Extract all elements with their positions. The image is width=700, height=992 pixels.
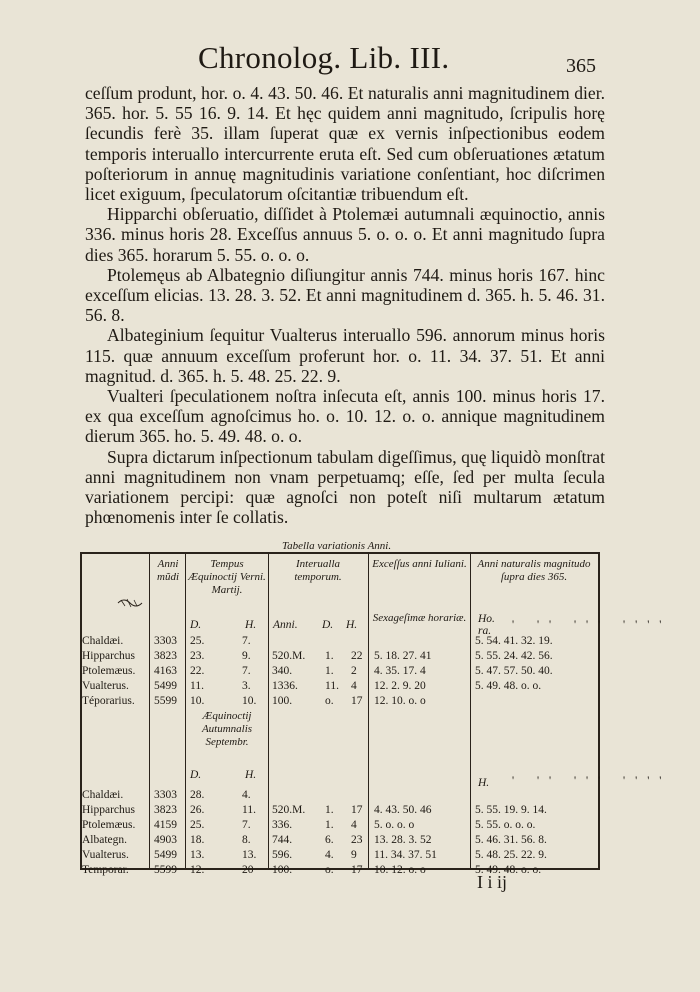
subhdr-anni: Anni. [273,619,298,631]
table-cell-int-d: 1. [325,650,334,662]
table-cell-anni: 520.M. [272,804,306,816]
table-cell-d: 25. [190,819,205,831]
table-cell-anni: 744. [272,834,293,846]
table-cell-int-d: 4. [325,849,334,861]
table-cell-anni: 100. [272,695,293,707]
table-caption: Tabella variationis Anni. [282,540,392,552]
table-cell-anni: 1336. [272,680,298,692]
paragraph: Hipparchi obſeruatio, diſſidet à Ptolemæi autumnali æquinoctio, annis 336. minus horis 28. Exceſſus annuus 5. o. o. o. Et anni magnitudo ſupra dies 365. horarum 5. 55. o. o. o. [85,204,605,265]
table-cell-exc: 4. 43. 50. 46 [374,804,432,816]
table-cell-int-h: 17 [351,804,363,816]
paragraph: ceſſum produnt, hor. o. 4. 43. 50. 46. Et naturalis anni magnitudinem dier. 365. hor. 5. 55 16. 9. 14. Et hęc quidem anni magnitudo, ſcripulis horę ſecundis ferè 35. illam ſuperat quæ ex vernis inſpectionibus eodem temporis interuallo intercurrente eruta eſt. Sed cum obſeruationes ætatum poſteriorum in annuę magnitudinis variatione conſentiant, hoc diſcrimen licet exiguum, ſpeculatorum oſcitantiæ tribuendum eſt. [85,83,605,205]
table-cell-int-d: 1. [325,819,334,831]
table-cell-nat: 5. 49. 48. o. o. [475,680,542,692]
table-cell-anni: 100. [272,864,293,876]
table-cell-exc: 5. o. o. o [374,819,415,831]
table-cell-year: 4163 [154,665,177,677]
table-cell-h: 9. [242,650,251,662]
table-cell-name: Temporar. [82,864,129,876]
table-cell-int-d: 6. [325,834,334,846]
table-cell-h: 3. [242,680,251,692]
paragraph: Supra dictarum inſpectionum tabulam digeſſimus, quę liquidò monſtrat anni magnitudinem non vnam perpetuamq; eſſe, ſed per multa ſecula variationem percipi: quæ agnoſci non poteſt niſi multarum ætatum phœnomenis inter ſe collatis. [85,446,605,528]
table-cell-h: 7. [242,665,251,677]
table-cell-year: 5599 [154,695,177,707]
table-cell-name: Ptolemæus. [82,665,136,677]
table-cell-int-h: 23 [351,834,363,846]
table-cell-year: 4903 [154,834,177,846]
table-cell-int-h: 2 [351,665,357,677]
table-cell-nat: 5. 46. 31. 56. 8. [475,834,547,846]
table-cell-int-d: 1. [325,665,334,677]
table-cell-year: 3823 [154,804,177,816]
table-cell-int-d: 11. [325,680,339,692]
subhdr-d: D. [190,619,202,631]
subhdr-marks: ' '' ''' '''' [512,619,672,631]
table-cell-nat: 5. 55. 19. 9. 14. [475,804,547,816]
table-cell-d: 23. [190,650,205,662]
table-cell-d: 26. [190,804,205,816]
table-vrule [368,552,369,870]
subhdr-sexagesimae: Sexageſimæ horariæ. [372,612,467,624]
table-cell-h: 11. [242,804,256,816]
table-cell-d: 10. [190,695,205,707]
subhdr-ra: ra. [478,625,492,637]
table-cell-exc: 13. 28. 3. 52 [374,834,432,846]
table-cell-exc: 12. 10. o. o [374,695,426,707]
table-vrule [470,552,471,870]
table-cell-name: Vualterus. [82,680,129,692]
table-cell-d: 25. [190,635,205,647]
table-cell-exc: 4. 35. 17. 4 [374,665,426,677]
paragraph: Albateginium ſequitur Vualterus interuallo 596. annorum minus horis 115. quæ annuum exceſſum proferunt hor. o. 11. 34. 37. 51. Et anni magnitud. d. 365. h. 5. 48. 25. 22. 9. [85,325,605,386]
table-cell-name: Hipparchus [82,804,136,816]
table-cell-name: Vualterus. [82,849,129,861]
table-cell-nat: 5. 55. o. o. o. [475,819,536,831]
table-vrule [185,552,186,870]
subhdr-d: D. [190,769,202,781]
table-cell-anni: 340. [272,665,293,677]
table-cell-exc: 10. 12. o. o [374,864,426,876]
table-cell-name: Ptolemæus. [82,819,136,831]
table-cell-exc: 5. 18. 27. 41 [374,650,432,662]
table-cell-name: Chaldæi. [82,789,124,801]
header-interualla: Interualla temporum. [294,558,342,583]
table-cell-h: 13. [242,849,257,861]
running-head: Chronolog. Lib. III. [198,40,450,75]
ornament-icon [117,595,143,611]
table-cell-d: 13. [190,849,205,861]
table-cell-name: Chaldæi. [82,635,124,647]
table-cell-nat: 5. 47. 57. 50. 40. [475,665,553,677]
subhdr-ho: H. [478,777,490,789]
table-cell-int-d: o. [325,864,334,876]
table-cell-exc: 11. 34. 37. 51 [374,849,437,861]
table-cell-d: 11. [190,680,204,692]
table-cell-int-h: 4 [351,819,357,831]
table-cell-int-h: 17 [351,864,363,876]
table-cell-year: 5499 [154,680,177,692]
table-vrule [268,552,269,870]
table-cell-d: 28. [190,789,205,801]
table-cell-anni: 596. [272,849,293,861]
subhdr-autumn: Æquinoctij Autumnalis Septembr. [201,710,253,748]
table-vrule [149,552,150,870]
table-cell-year: 5499 [154,849,177,861]
table-cell-nat: 5. 55. 24. 42. 56. [475,650,553,662]
paragraph: Vualteri ſpeculationem noſtra inſecuta eſt, annis 100. minus horis 17. ex qua exceſſum agnoſcimus ho. o. 10. 12. o. o. annique magnitudinem dierum 365. ho. 5. 49. 48. o. o. [85,386,605,447]
table-cell-nat: 5. 49. 48. o. o. [475,864,542,876]
table-cell-exc: 12. 2. 9. 20 [374,680,426,692]
table-cell-int-h: 4 [351,680,357,692]
table-cell-h: 7. [242,819,251,831]
table-cell-int-h: 9 [351,849,357,861]
table-cell-anni: 520.M. [272,650,306,662]
subhdr-marks: ' '' ''' '''' [512,775,672,787]
table-cell-anni: 336. [272,819,293,831]
table-cell-d: 18. [190,834,205,846]
table-cell-year: 3823 [154,650,177,662]
table-cell-d: 12. [190,864,205,876]
subhdr-h: H. [245,619,257,631]
table-cell-h: 4. [242,789,251,801]
table-cell-h: 7. [242,635,251,647]
table-rule-top [80,552,600,554]
table-cell-year: 3303 [154,789,177,801]
table-cell-nat: 5. 54. 41. 32. 19. [475,635,553,647]
header-anni-mundi: Anni mũdi [157,558,179,583]
table-cell-year: 5599 [154,864,177,876]
table-cell-name: Hipparchus [82,650,136,662]
header-tempus: Tempus Æquinoctij Verni. Martij. [188,558,266,596]
header-excessus: Exceſſus anni Iuliani. [372,558,467,570]
subhdr-d: D. [322,619,334,631]
table-vrule [598,552,600,870]
table-cell-int-h: 17 [351,695,363,707]
subhdr-h: H. [346,619,358,631]
header-naturalis: Anni naturalis magnitudo ſupra dies 365. [477,558,591,583]
table-cell-h: 8. [242,834,251,846]
table-cell-year: 4159 [154,819,177,831]
table-cell-int-d: o. [325,695,334,707]
table-cell-name: Téporarius. [82,695,135,707]
table-cell-name: Albategn. [82,834,128,846]
table-cell-h: 10. [242,695,257,707]
table-cell-h: 20 [242,864,254,876]
table-cell-nat: 5. 48. 25. 22. 9. [475,849,547,861]
variation-table [80,552,672,876]
body-text [85,83,605,527]
table-cell-int-h: 22 [351,650,363,662]
page-number: 365 [566,55,596,77]
table-cell-d: 22. [190,665,205,677]
table-cell-year: 3303 [154,635,177,647]
signature-mark: I i ij [477,872,507,892]
subhdr-h: H. [245,769,257,781]
subhdr-ho: Ho. [478,613,495,625]
table-cell-int-d: 1. [325,804,334,816]
paragraph: Ptolemęus ab Albategnio diſiungitur annis 744. minus horis 167. hinc exceſſum elicias. 13. 28. 3. 52. Et anni magnitudinem d. 365. h. 5. 46. 31. 56. 8. [85,264,605,326]
